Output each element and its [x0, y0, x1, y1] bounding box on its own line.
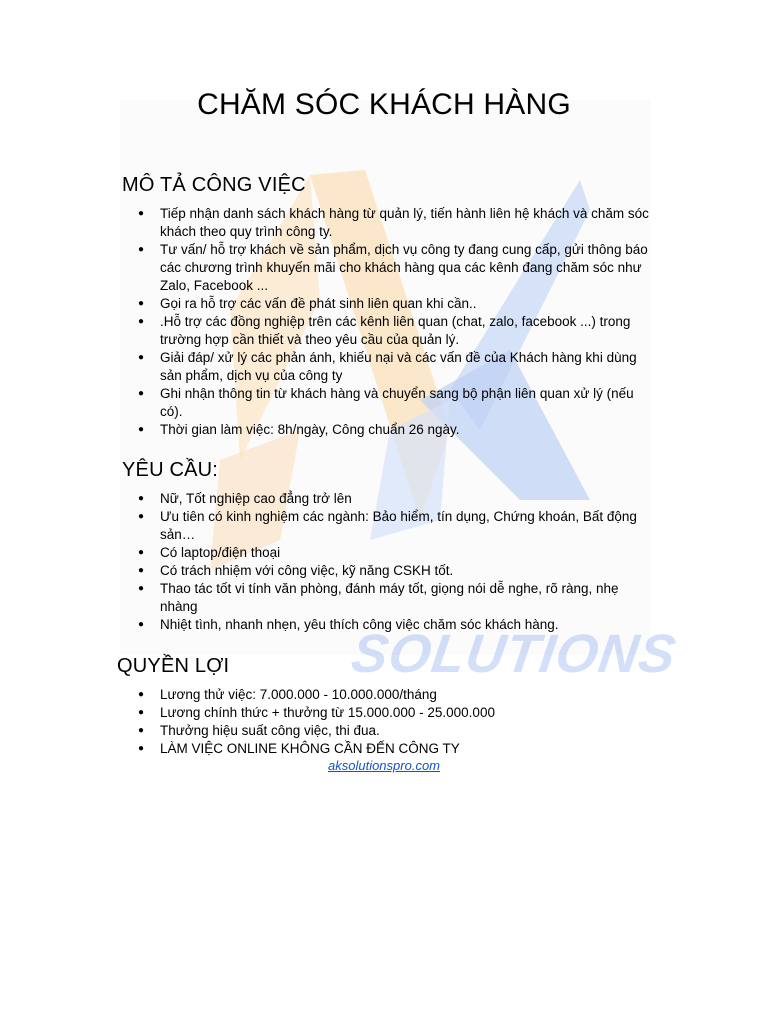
list-item: ● Thưởng hiệu suất công việc, thi đua.	[138, 722, 653, 740]
list-item: ● Lương chính thức + thưởng từ 15.000.000 - 25.000.000	[138, 704, 653, 722]
list-item: ● Giải đáp/ xử lý các phản ánh, khiếu nại và các vấn đề của Khách hàng khi dùng sản phẩm, dịch vụ của công ty	[138, 349, 653, 385]
list-item: ● Tư vấn/ hỗ trợ khách về sản phẩm, dịch vụ công ty đang cung cấp, gửi thông báo các chương trình khuyến mãi cho khách hàng qua các kênh đang chăm sóc như Zalo, Facebook ...	[138, 241, 653, 295]
page-title: CHĂM SÓC KHÁCH HÀNG	[197, 88, 571, 121]
requirements-list	[138, 490, 653, 634]
list-item: ● Ghi nhận thông tin từ khách hàng và chuyển sang bộ phận liên quan xử lý (nếu có).	[138, 385, 653, 421]
section-heading-requirements: YÊU CẦU:	[122, 459, 219, 481]
list-item: ● Gọi ra hỗ trợ các vấn đề phát sinh liên quan khi cần..	[138, 295, 653, 313]
list-item: ● Ưu tiên có kinh nghiệm các ngành: Bảo hiểm, tín dụng, Chứng khoán, Bất động sản…	[138, 508, 653, 544]
watermark-brand-text: SOLUTIONS	[347, 624, 681, 684]
list-item: ● Thao tác tốt vi tính văn phòng, đánh máy tốt, giọng nói dễ nghe, rõ ràng, nhẹ nhàng	[138, 580, 653, 616]
list-item: ● LÀM VIỆC ONLINE KHÔNG CẦN ĐẾN CÔNG TY	[138, 740, 653, 758]
list-item: ● Có laptop/điện thoại	[138, 544, 653, 562]
description-list	[138, 205, 653, 439]
list-item: ● Tiếp nhận danh sách khách hàng từ quản lý, tiến hành liên hệ khách và chăm sóc khách theo quy trình công ty.	[138, 205, 653, 241]
benefits-list	[138, 686, 653, 758]
list-item: ● Lương thử việc: 7.000.000 - 10.000.000/tháng	[138, 686, 653, 704]
list-item: ● Nữ, Tốt nghiệp cao đẳng trở lên	[138, 490, 653, 508]
list-item: ● Có trách nhiệm với công việc, kỹ năng CSKH tốt.	[138, 562, 653, 580]
list-item: ● .Hỗ trợ các đồng nghiệp trên các kênh liên quan (chat, zalo, facebook ...) trong trường hợp cần thiết và theo yêu cầu của quản lý.	[138, 313, 653, 349]
list-item: ● Thời gian làm việc: 8h/ngày, Công chuẩn 26 ngày.	[138, 421, 653, 439]
section-heading-benefits: QUYỀN LỢI	[117, 655, 230, 677]
website-link[interactable]: aksolutionspro.com	[328, 758, 440, 773]
list-item: ● Nhiệt tình, nhanh nhẹn, yêu thích công việc chăm sóc khách hàng.	[138, 616, 653, 634]
section-heading-description: MÔ TẢ CÔNG VIỆC	[122, 174, 306, 196]
